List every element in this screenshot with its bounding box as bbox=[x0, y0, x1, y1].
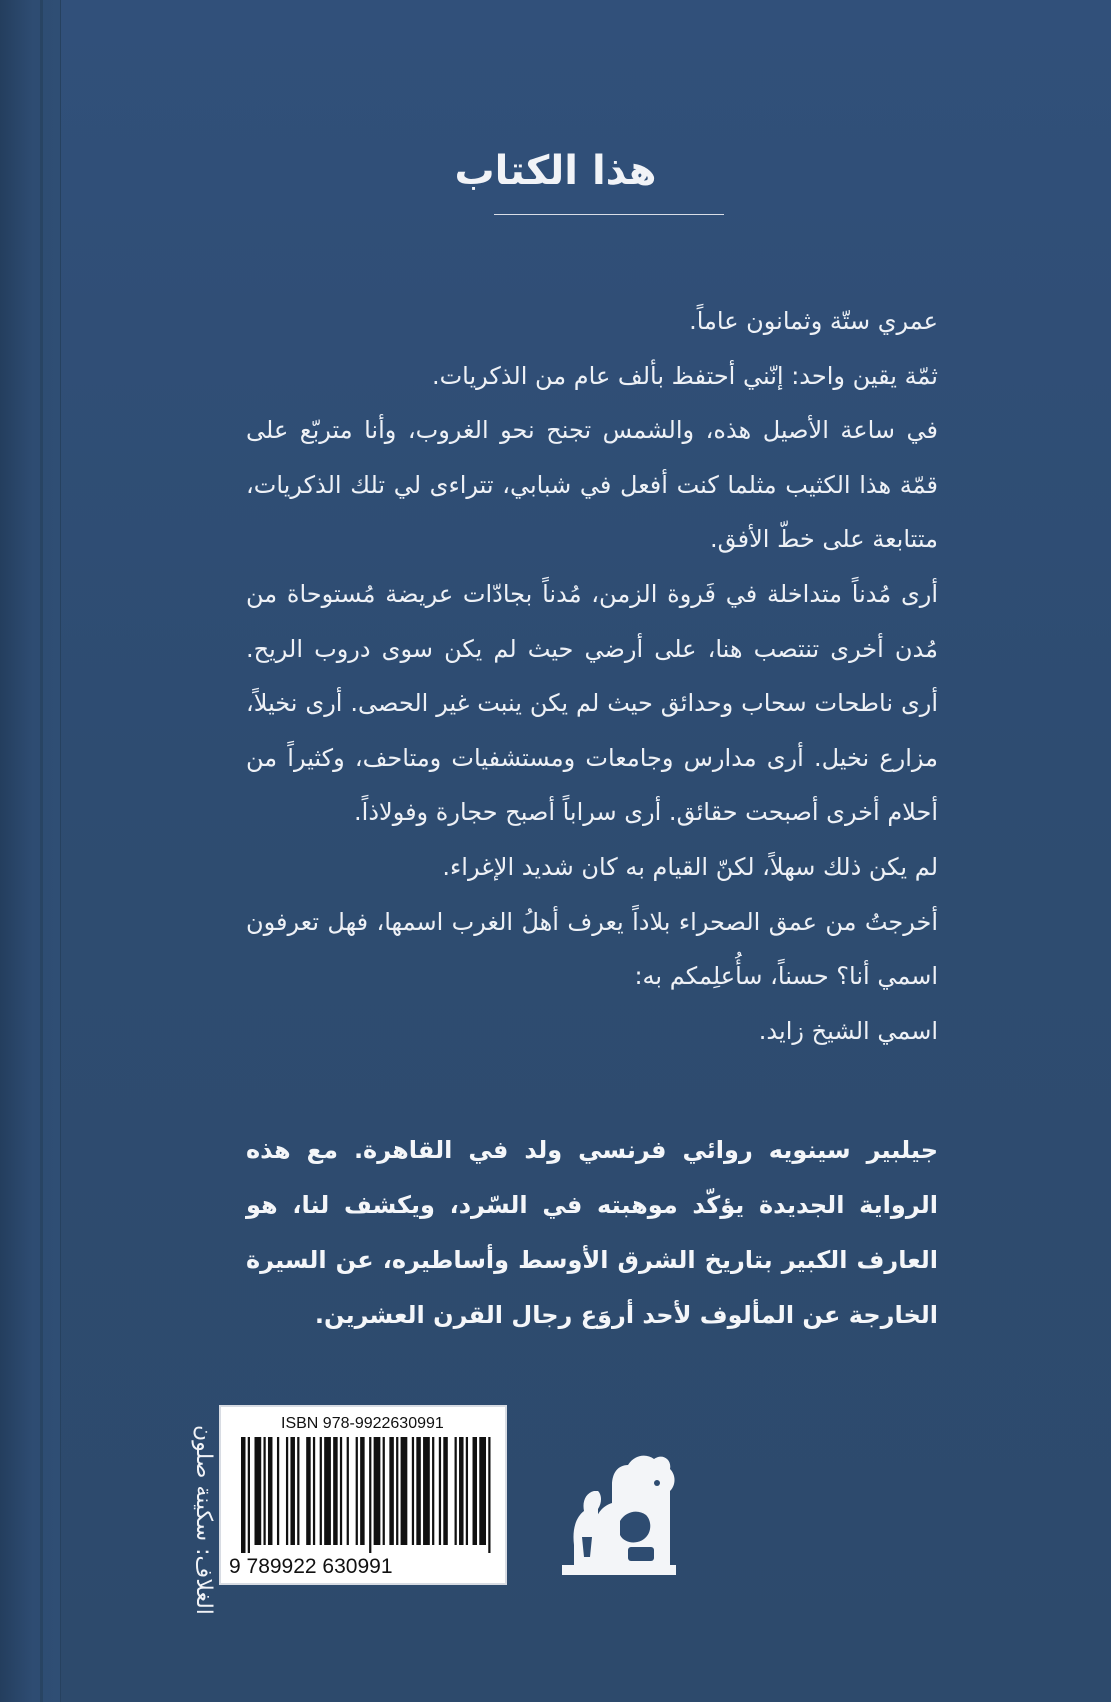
barcode-bar bbox=[277, 1437, 279, 1545]
barcode-bar bbox=[306, 1437, 311, 1545]
author-blurb: جيلبير سينويه روائي فرنسي ولد في القاهرة. مع هذه الرواية الجديدة يؤكّد موهبته في السّرد، ويكشف لنا، هو العارف الكبير بتاريخ الشرق الأوسط وأساطيره، عن السيرة الخارجة عن المألوف لأحد أروَع رجال القرن العشرين. bbox=[246, 1136, 938, 1329]
excerpt-paragraph: في ساعة الأصيل هذه، والشمس تجنح نحو الغروب، وأنا متربّع على قمّة هذا الكثيب مثلما كنت أفعل في شبابي، تتراءى لي تلك الذكريات، متتابعة على خطّ الأفق. bbox=[246, 416, 938, 554]
barcode-bar bbox=[416, 1437, 421, 1545]
excerpt-paragraph: أخرجتُ من عمق الصحراء بلاداً يعرف أهلُ الغرب اسمها، فهل تعرفون اسمي أنا؟ حسناً، سأُعلِمكم به: bbox=[246, 907, 938, 991]
barcode-bars bbox=[241, 1437, 495, 1553]
barcode-bar bbox=[297, 1437, 299, 1545]
barcode-bar bbox=[488, 1437, 490, 1553]
barcode-bar bbox=[479, 1437, 486, 1545]
barcode-bar bbox=[439, 1437, 441, 1545]
barcode-bar bbox=[466, 1437, 468, 1545]
heading-underline bbox=[494, 214, 724, 215]
barcode-bar bbox=[443, 1437, 448, 1545]
barcode-bar bbox=[356, 1437, 358, 1545]
barcode-bar bbox=[333, 1437, 338, 1545]
excerpt-paragraph: لم يكن ذلك سهلاً، لكنّ القيام به كان شديد الإغراء. bbox=[442, 852, 938, 881]
barcode-bar bbox=[268, 1437, 273, 1545]
cover-heading: هذا الكتاب bbox=[454, 148, 657, 194]
barcode-bar bbox=[248, 1437, 250, 1553]
barcode-bar bbox=[383, 1437, 385, 1545]
barcode-bar bbox=[320, 1437, 322, 1545]
barcode-bar bbox=[423, 1437, 430, 1545]
excerpt-paragraph: اسمي الشيخ زايد. bbox=[758, 1016, 938, 1045]
barcode-bar bbox=[401, 1437, 408, 1545]
barcode-bar bbox=[313, 1437, 315, 1545]
isbn-label: ISBN 978-9922630991 bbox=[281, 1415, 444, 1432]
excerpt-paragraph: عمري ستّة وثمانون عاماً. bbox=[689, 307, 938, 335]
barcode-bar bbox=[369, 1437, 371, 1553]
barcode-bar bbox=[347, 1437, 349, 1545]
barcode-bar bbox=[396, 1437, 398, 1545]
barcode-bar bbox=[412, 1437, 414, 1545]
barcode-bar bbox=[374, 1437, 381, 1545]
cover-credit: الغلاف: سكينة صلون bbox=[191, 1425, 216, 1615]
spine-hinge bbox=[0, 0, 61, 1702]
barcode-bar bbox=[286, 1437, 288, 1545]
barcode-bar bbox=[324, 1437, 331, 1545]
excerpt-paragraph: أرى مُدناً متداخلة في فَروة الزمن، مُدناً بجادّات عريضة مُستوحاة من مُدن أخرى تنتصب هنا، على أرضي حيث لم يكن سوى دروب الريح. أرى ناطحات سحاب وحدائق حيث لم يكن ينبت غير الحصى. أرى نخيلاً، مزارع نخيل. أرى مدارس وجامعات ومستشفيات ومتاحف، وكثيراً من أحلام أخرى أصبحت حقائق. أرى سراباً أصبح حجارة وفولاذاً. bbox=[246, 579, 938, 827]
barcode-bar bbox=[389, 1437, 394, 1545]
barcode-bar bbox=[241, 1437, 246, 1553]
barcode-digits: 9 789922 630991 bbox=[229, 1555, 393, 1578]
barcode-bar bbox=[432, 1437, 434, 1545]
spine-groove bbox=[40, 0, 43, 1702]
book-excerpt bbox=[246, 294, 938, 1058]
barcode-bar bbox=[263, 1437, 265, 1545]
barcode-bar bbox=[290, 1437, 295, 1545]
barcode-bar bbox=[254, 1437, 261, 1545]
barcode-bar bbox=[340, 1437, 342, 1545]
excerpt-paragraph: ثمّة يقين واحد: إنّني أحتفظ بألف عام من الذكريات. bbox=[431, 361, 938, 390]
barcode-bar bbox=[455, 1437, 457, 1545]
barcode-bar bbox=[360, 1437, 365, 1545]
barcode-bar bbox=[459, 1437, 464, 1545]
camel-publisher-logo-icon bbox=[554, 1425, 684, 1575]
isbn-barcode bbox=[219, 1405, 507, 1585]
barcode-bar bbox=[473, 1437, 478, 1545]
